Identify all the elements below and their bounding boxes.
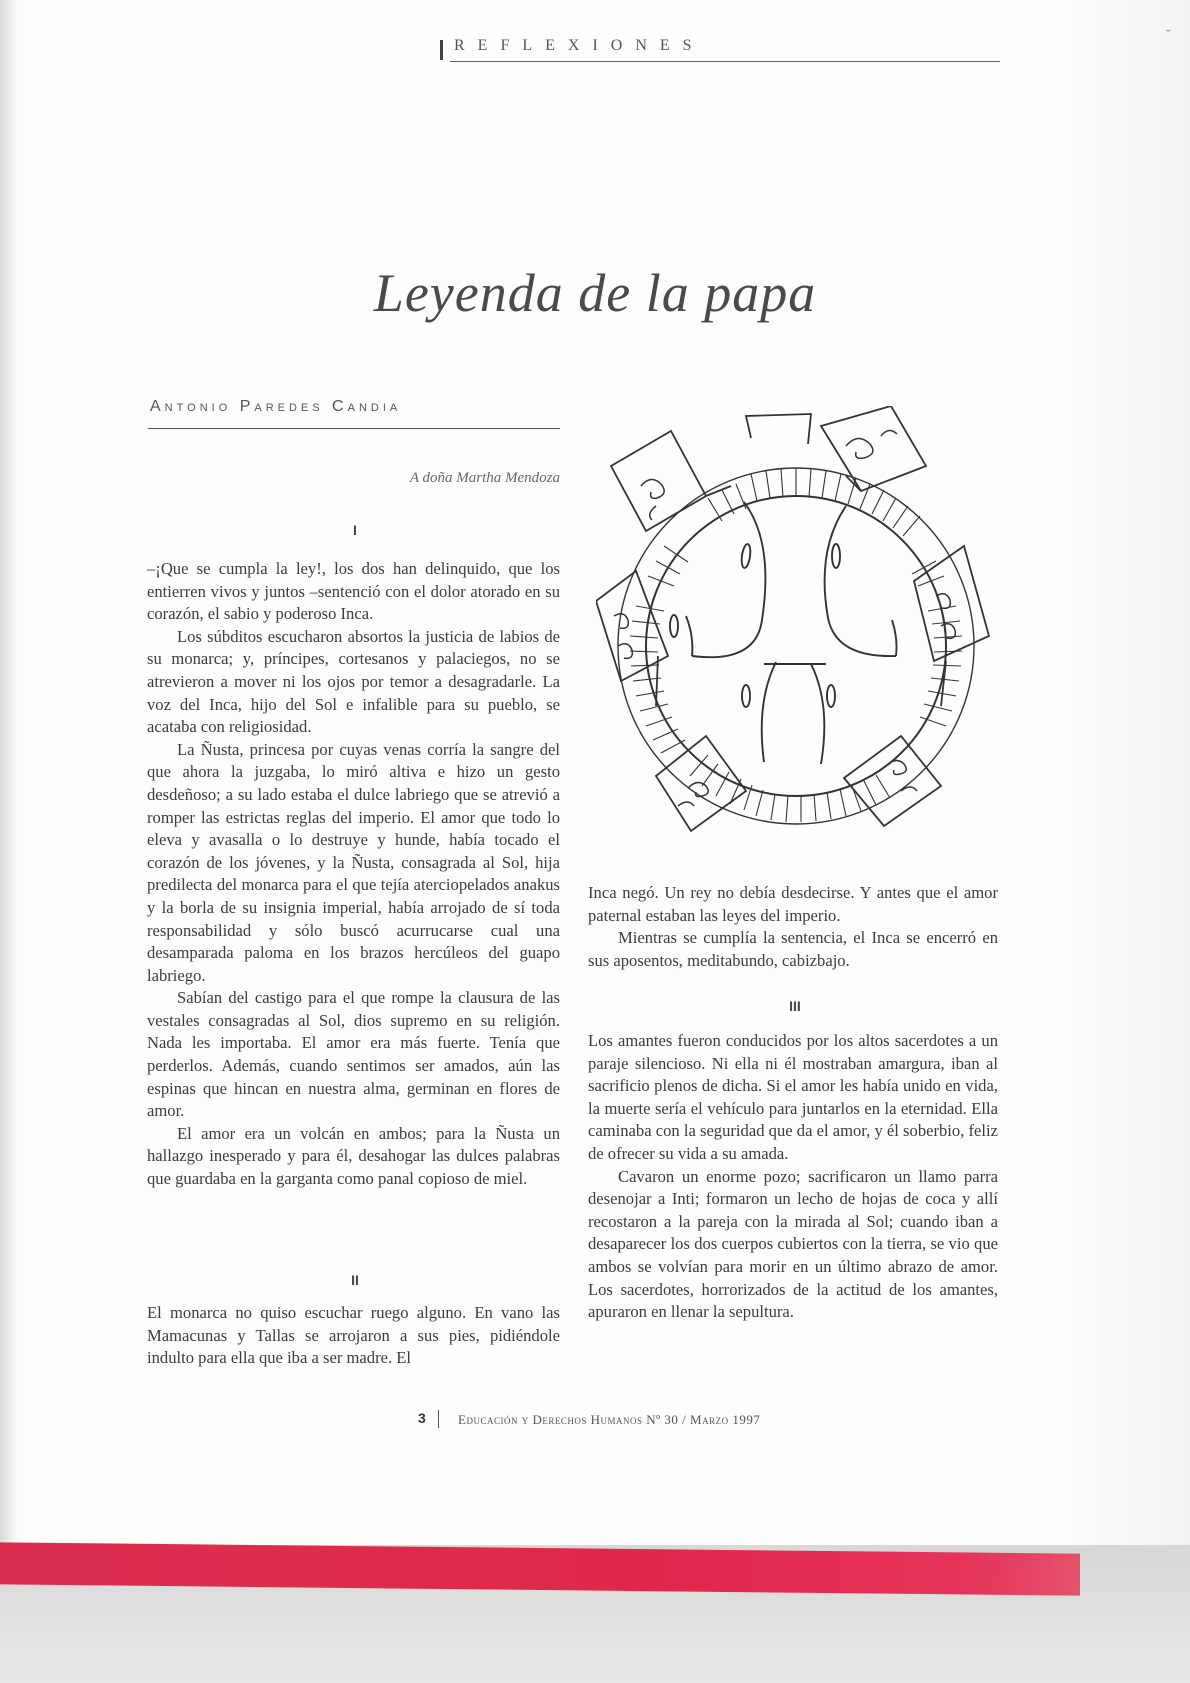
section-heading-2: II bbox=[351, 1272, 359, 1288]
corner-mark: ˇ bbox=[1166, 28, 1171, 43]
scan-spine-shadow bbox=[0, 0, 18, 1683]
left-column-section-1 bbox=[147, 558, 560, 1191]
section-heading-3: III bbox=[789, 998, 801, 1014]
publication-info: Educación y Derechos Humanos Nº 30 / Marzo 1997 bbox=[458, 1412, 761, 1427]
paragraph: El monarca no quiso escuchar ruego alguno. En vano las Mamacunas y Tallas se arrojaron a sus pies, pidiéndole indulto para ella que iba a ser madre. El bbox=[147, 1303, 560, 1368]
section-heading-1: I bbox=[353, 522, 357, 538]
article-title: Leyenda de la papa bbox=[373, 263, 817, 323]
dedication: A doña Martha Mendoza bbox=[409, 470, 560, 486]
left-column-section-2 bbox=[147, 1302, 560, 1370]
paragraph: Sabían del castigo para el que rompe la clausura de las vestales consagradas al Sol, dios supremo en su religión. Nada les importaba. El amor era más fuerte. Tenía que perderlos. Además, cuando sentimos ser amados, aún las espinas que hincan en nuestra alma, germinan en flores de amor. bbox=[147, 988, 560, 1121]
sun-illustration bbox=[596, 406, 996, 876]
paragraph: Mientras se cumplía la sentencia, el Inca se encerró en sus aposentos, meditabundo, cabizbajo. bbox=[588, 928, 998, 970]
paragraph: La Ñusta, princesa por cuyas venas corría la sangre del que ahora la juzgaba, lo miró altiva e hizo un gesto desdeñoso; a su lado estaba el dulce labriego que se atrevió a romper las estrictas reglas del imperio. El amor que todo lo eleva y avasalla o lo destruye y hunde, había tocado el corazón de los jóvenes, y la Ñusta, consagrada al Sol, hija predilecta del monarca para el que tejía aterciopelados anakus y la borla de su insignia imperial, había arrojado de sí toda responsabilidad y sólo buscó acurrucarse cual una desamparada paloma en los brazos hercúleos del guapo labriego. bbox=[147, 739, 560, 985]
paragraph: –¡Que se cumpla la ley!, los dos han delinquido, que los entierren vivos y juntos –sentenció con el dolor atorado en su corazón, el sabio y poderoso Inca. bbox=[147, 559, 560, 624]
right-column-section-3 bbox=[588, 1030, 998, 1324]
author-rule bbox=[148, 428, 560, 429]
header-bar bbox=[440, 40, 443, 60]
paragraph: Los amantes fueron conducidos por los altos sacerdotes a un paraje silencioso. Ni ella ni él mostraban amargura, iban al sacrificio plenos de dicha. Si el amor les había unido en vida, la muerte sería el vehículo para juntarlos en la eternidad. Ella caminaba con la seguridad que da el amor, y él soberbio, feliz de ofrecer su vida a su amada. bbox=[588, 1031, 998, 1163]
section-label: REFLEXIONES bbox=[454, 37, 705, 54]
page-footer bbox=[418, 1410, 918, 1432]
paragraph: Los súbditos escucharon absortos la justicia de labios de su monarca; y, príncipes, cortesanos y palaciegos, no se atrevieron a mover ni los ojos por temor a desagradarle. La voz del Inca, hijo del Sol e infalible para su pueblo, se acataba con religiosidad. bbox=[147, 626, 560, 737]
paragraph: Cavaron un enorme pozo; sacrificaron un llamo parra desenojar a Inti; formaron un lecho de hojas de coca y allí recostaron a la pareja con la mirada al Sol; cuando iban a desaparecer los dos cuerpos cubiertos con la tierra, se vio que ambos se volvían para morir en un último abrazo de amor. Los sacerdotes, horrorizados de la actitud de los amantes, apuraron en llenar la sepultura. bbox=[588, 1166, 998, 1322]
article-author: Antonio Paredes Candia bbox=[150, 398, 402, 415]
section-header bbox=[440, 34, 1000, 64]
right-column-section-2 bbox=[588, 882, 998, 972]
paragraph: El amor era un volcán en ambos; para la Ñusta un hallazgo inesperado y para él, desahogar las dulces palabras que guardaba en la garganta como panal copioso de miel. bbox=[147, 1123, 560, 1189]
header-rule bbox=[450, 61, 1000, 62]
footer-divider bbox=[438, 1410, 439, 1428]
scan-page-edge bbox=[1070, 0, 1190, 1683]
page-number: 3 bbox=[418, 1410, 426, 1426]
paragraph: Inca negó. Un rey no debía desdecirse. Y antes que el amor paternal estaban las leyes del imperio. bbox=[588, 883, 998, 925]
